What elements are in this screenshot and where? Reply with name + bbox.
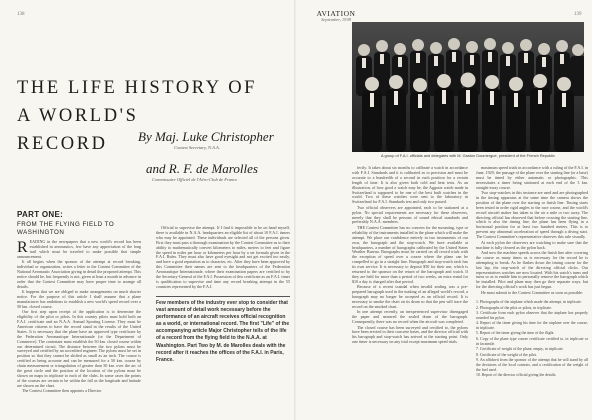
body-paragraph: Two official observers are appointed, each to be stationed at a pylon. No special requirements are necessary for these observers, merely that they shall be persons of sound ethical standards and preferably N.A.A. members. — [352, 204, 468, 225]
issue-date: September, 1938 — [321, 17, 351, 23]
list-item: 6. Copy of the plane type course certificate certified to, in triplicate or in facsimile. — [476, 336, 588, 346]
list-item: 8. Certificate of the weight of the pilot. — [476, 352, 537, 357]
right-column-2 — [476, 166, 588, 298]
title-line: A WORLD'S — [17, 106, 139, 126]
body-paragraph: He must submit to the Contest Committee as soon as possible: — [481, 289, 584, 295]
submission-list — [476, 300, 588, 416]
body-paragraph: Because of a recent scandal when invalid sealing was a pre-prepared barograph used in the making of an alleged world's record, a barograph may no longer be accepted as an official record. It is necessary to smoke the chart on its drum so that the pen will trace the record on the smoked chart. — [352, 284, 468, 309]
body-paragraph: In one attempt recently, an inexperienced supervisor disengaged the paper and smeared the sealed drum of the barograph. Consequently, there was no record when the aircraft was completed. — [352, 309, 468, 325]
group-photo — [352, 22, 584, 152]
body-paragraph: At each pylon the observers are watching to make sure that the machine is fully cleared as the pylon back. — [476, 239, 588, 250]
author-affiliation: Contest Secretary, N.A.A. — [174, 145, 220, 150]
body-paragraph: fectly. It takes about six months to calibrate a watch in accordance with F.A.I. Standards and it is calibrated as to precision and must be accurate to a hundredth of a second in each position for a certain length of time. It is also given both cold and heat tests. As an illustration, of how good a watch may be, the Aggasiz watch made in Switzerland is supposed to be one of the best built watches in the world. Two of these watches were sent to the laboratory in Switzerland for F.A.I. Standards test and only two passed. — [352, 166, 468, 205]
right-folio: 139 — [574, 12, 582, 17]
coauthor-name: and R. F. de Marolles — [146, 161, 258, 176]
body-paragraph: Our first step upon receipt of the application is to determine the eligibility of the pilot or pilots. In this country pilots must hold both an F.A.I. certificate and an N.A.A. Annual Sporting License. They must be American citizens to have the record stand in the results of the United States. It is necessary that the plane have an approved type certificate by the Federation Aeronautique Internationale (or the Department of Commerce). The contestant must establish the 50 km. closed course within our determined circuit. The distance between the two pylons must be surveyed and certified by an accredited engineer. The pylons must be set in position so that they cannot be shifted as small as an inch. The course is certified as being accurate and can be measured for a 50 km. course by chain measurement or triangulation of greater than 50 km. over the arc of the great circle and the position of the location of the pylons must be shown on maps in triplicate to each of the clubs. In some cases the points of the courses are certain to be within the fall as the longitude and latitude are shown on the chart. — [17, 309, 141, 388]
left-column-2 — [156, 226, 290, 290]
body-paragraph: It happens that we are obliged to make arrangements on much shorter notice. For the purpose of this article I shall assume that a plane manufacturer has ambitions to establish a new world's speed record over a 50 km. closed course. — [17, 289, 141, 309]
body-paragraph: The Contest Committee then appoints a Director — [22, 388, 102, 394]
drop-cap: R — [17, 240, 28, 256]
part-subheading: FROM THE FLYING FIELD TO WASHINGTON — [17, 221, 115, 236]
list-item: 10. Report of the director official giving the details. — [476, 373, 557, 378]
title-line: THE LIFE HISTORY OF — [17, 78, 258, 98]
byline — [138, 130, 288, 182]
list-item: 7. Certificate of weight of the plane, empty, in triplicate. — [476, 347, 564, 352]
magazine-name: AVIATION — [316, 9, 356, 18]
paragraph-text: EADING in the newspapers that a new world's record has been established in aeronautics, few have any appreciation of the long trail which must be traveled to make possible that simple announcement. — [17, 240, 141, 259]
body-paragraph: And now the machine speeds across the finish line after covering the course as many times as is necessary for the record he is attempting to break. As he flashes down the timing course for the last lap, the stop-watch of the directing official clicks. Our representatives watches are now located. With his watch's turns and turns so as to enable him to personally remove the barograph which he installed. Pilot and plane may then go their separate ways, but for the directing official's work has just begun. — [476, 249, 588, 290]
list-item: 4. Report of the timer giving his time for the airplane over the course, in triplicate. — [476, 321, 588, 330]
coauthor-affiliation: Commissaire Officiel de l'Aéro-Club de France — [152, 177, 238, 182]
body-paragraph: It all begins when the sponsor of the attempt at record breaking, individual or organization, writes a letter to the Contest Committee of the National Aeronautic Association giving in detail the proposed attempt. This notice should be, but frequently is not, given at least a month in advance in order that the Contest Committee may have proper time to arrange all details. — [17, 259, 141, 289]
left-folio: 138 — [17, 12, 25, 17]
part-heading — [17, 210, 129, 237]
author-name: By Maj. Luke Christopher — [138, 129, 274, 144]
title-line: RECORD — [17, 134, 108, 154]
photo-caption: A group of F.A.I. officials and delegates with M. Gaston Doumergue, president of the French Republic — [380, 153, 556, 158]
body-paragraph: The closed course has been surveyed and certified to, the pylons have been erected to their concrete bases, and the director official with his barograph and stop-watch has arrived at the starting point. Only one timer is necessary on any trial except maximum speed trials. — [352, 324, 468, 345]
list-item: 5. Report of the timer giving the time of the flight. — [476, 331, 555, 336]
list-item: 1. Photographs of the airplane which made the attempt, in triplicate. — [476, 300, 582, 304]
pull-quote: Few members of the industry ever stop to consider that vast amount of detail work necessary before the performance of an aircraft receives official recognition as a world, or international record. The first "Life" of the accompanying article Major Christopher tells of the life of a record from the flying field to the N.A.A. at Washington. Part Two by M. de Marolles deals with the record after it reaches the offices of the F.A.I. in Paris, France. — [156, 296, 290, 364]
part-label: PART ONE: — [17, 210, 64, 219]
list-item: 2. Photographs of the pilot or pilots, in triplicate. — [476, 305, 552, 310]
right-column-1 — [352, 166, 468, 416]
body-paragraph: Official to supervise the attempt. If I find it impossible to be on hand myself, there is available in N.A.A. headquarters an eligible list of about 10 F.A.I. timers who may be appointed. These individuals are selected all of the persons given. First they must pass a thorough examination by the Contest Committee as to their ability to mathematically convert kilometers to miles, meters to feet and figure the speed in miles per hour or kilometers per hour by a set formula given in the F.A.I. Rules. They must also have good eyesight and not get excited too easily, and have a good reputation as to character, etc. After they have been approved by this Committee their names are sent to the headquarters of the Federation Aeronautique Internationale, where their examination papers are certified to by the Secretary-General of the F.A.I. Possession of this certificate as an F.A.I. timer is qualification to supervise and time any record breaking attempt in the 55 countries represented by the F.A.I. — [156, 226, 290, 289]
body-paragraph: Two stop-watches in this instance are used and are photographed in the timing apparatus at the same time the camera shows the position of the plane over the starting or finish line. Timing starts been tested in order rigid angles to the race course, and the world's record aircraft maker has taken to the air a mile or two away. The directing official has observed that before crossing the starting line, which is also the timing line, the plane has been flying in a horizontal position for at least two hundred meters. This is to prevent any abnormal acceleration of speed through a diving start. The Contest Committee's representative observes this rule visually. — [476, 190, 588, 240]
body-paragraph — [17, 240, 141, 260]
left-column-1 — [17, 240, 141, 416]
body-paragraph: maximum speed trials in accordance with a ruling of the F.A.I. in June, 1929, the passage of the plane over the starting line (or a base) must be timed by either automatic or photographic. This necessitates a timer being stationed at each end of the 3 km. straight-away course. — [476, 166, 588, 190]
body-paragraph: THE Contest Committee has no concern for the mounting, type or reliability of the instruments installed in the plane which will make the attempt. We place our confidence entirely in two instruments of our own, the barograph and the stop-watch. We have available at headquarters, a number of barographs calibrated by the United States Weather Bureau. Barographs must be carried on all record trials with the exception of speed over a course where the plane can be compelled to go in a straight line. Barograph and stop-watch each has its own service. It is necessary to deposit $50 for their use, which is returned to the sponsor on the return of the barograph and watch. If they are held for more than a period of two weeks, an extra rental for $10 a day is charged after that period. — [352, 224, 468, 284]
list-item: 9. An affidavit from the sponsor of the attempt that he will stand by all the decisions of the local contests, and a certification of the weight of the fuel used. — [476, 358, 588, 372]
group-photo-image — [352, 22, 584, 152]
list-item: 3. Certificate from each pylon observer that the airplane has properly rounded his pylon. — [476, 311, 588, 320]
